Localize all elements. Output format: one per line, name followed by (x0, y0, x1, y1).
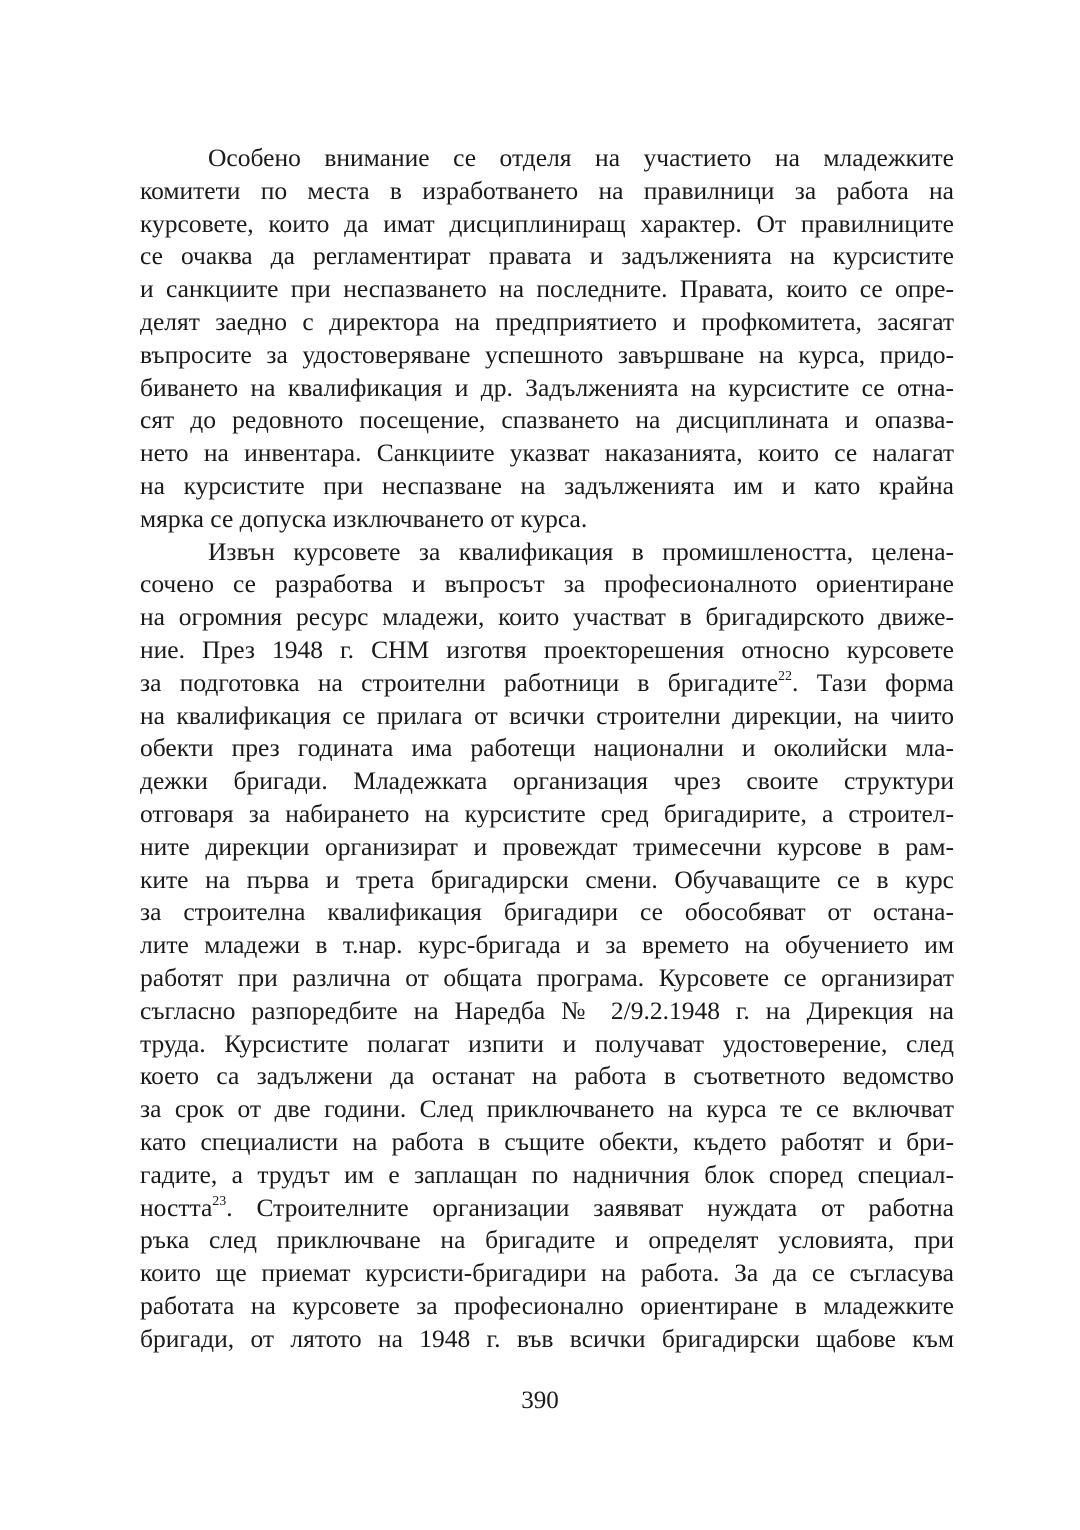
text-line: лите младежи в т.нар. курс-бригада и за времето на обучението им (140, 930, 954, 960)
text-line: ните дирекции организират и провеждат тримесечни курсове в рам- (140, 831, 954, 861)
paragraph-2 (140, 536, 954, 1356)
text-line: и санкциите при неспазването на последните. Правата, които се опре- (140, 274, 954, 304)
text-line: сят до редовното посещение, спазването на дисциплината и опазва- (140, 405, 954, 435)
text-fragment: ността (140, 1192, 213, 1222)
text-line: съгласно разпоредбите на Наредба № 2/9.2.1948 г. на Дирекция на (140, 995, 954, 1025)
text-line: труда. Курсистите полагат изпити и получават удостоверение, след (140, 1028, 954, 1058)
text-line-with-footnote-22 (140, 667, 954, 700)
text-line: обекти през годината има работещи национални и околийски мла- (140, 733, 954, 763)
text-line: за строителна квалификация бригадири се обособяват от остана- (140, 897, 954, 927)
text-line: курсовете, които да имат дисциплиниращ характер. От правилниците (140, 208, 954, 238)
text-line: нето на инвентара. Санкциите указват наказанията, които се налагат (140, 438, 954, 468)
text-line: които ще приемат курсисти-бригадири на работа. За да се съгласува (140, 1258, 954, 1288)
text-line: делят заедно с директора на предприятието и профкомитета, засягат (140, 306, 954, 336)
text-line: което са задължени да останат на работа в съответното ведомство (140, 1061, 954, 1091)
text-line: Извън курсовете за квалификация в промишлеността, целена- (208, 536, 954, 566)
text-fragment: . Строителните организации заявяват нуждата от работна (226, 1192, 954, 1222)
text-line: бригади, от лятото на 1948 г. във всички бригадирски щабове към (140, 1323, 954, 1353)
text-line: работят при различна от общата програма. Курсовете се организират (140, 962, 954, 992)
text-line: на квалификация се прилага от всички строителни дирекции, на чиито (140, 700, 954, 730)
text-line: сочено се разработва и въпросът за професионалното ориентиране (140, 569, 954, 599)
text-line: като специалисти на работа в същите обекти, където работят и бри- (140, 1126, 954, 1156)
text-line: отговаря за набирането на курсистите сред бригадирите, а строител- (140, 798, 954, 828)
body-text (140, 142, 954, 1355)
footnote-ref-23: 23 (212, 1194, 227, 1209)
text-line: ръка след приключване на бригадите и определят условията, при (140, 1225, 954, 1255)
text-line: ките на първа и трета бригадирски смени. Обучаващите се в курс (140, 864, 954, 894)
text-line: мярка се допуска изключването от курса. (140, 503, 588, 533)
text-line-with-footnote-23 (140, 1192, 954, 1225)
text-line: за срок от две години. След приключването на курса те се включват (140, 1094, 954, 1124)
text-line: Особено внимание се отделя на участието на младежките (208, 143, 954, 172)
text-line: комитети по места в изработването на правилници за работа на (140, 175, 954, 205)
text-fragment: . Тази форма (792, 667, 954, 697)
text-line: на огромния ресурс младежи, които участват в бригадирското движе- (140, 602, 954, 632)
text-line: се очаква да регламентират правата и задълженията на курсистите (140, 241, 954, 271)
text-line: ние. През 1948 г. СНМ изготвя проекторешения относно курсовете (140, 634, 954, 664)
text-line: на курсистите при неспазване на задълженията им и като крайна (140, 470, 954, 500)
text-line: гадите, а трудът им е заплащан по надничния блок според специал- (140, 1159, 954, 1189)
paragraph-1 (140, 142, 954, 536)
page-number: 390 (521, 1387, 559, 1414)
text-line: въпросите за удостоверяване успешното завършване на курса, придо- (140, 339, 954, 369)
text-fragment: за подготовка на строителни работници в бригадите (140, 667, 779, 697)
text-line: работата на курсовете за професионално ориентиране в младежките (140, 1290, 954, 1320)
footnote-ref-22: 22 (778, 669, 793, 685)
text-line: биването на квалификация и др. Задълженията на курсистите се отна- (140, 372, 954, 402)
text-line: дежки бригади. Младежката организация чрез своите структури (140, 766, 954, 796)
